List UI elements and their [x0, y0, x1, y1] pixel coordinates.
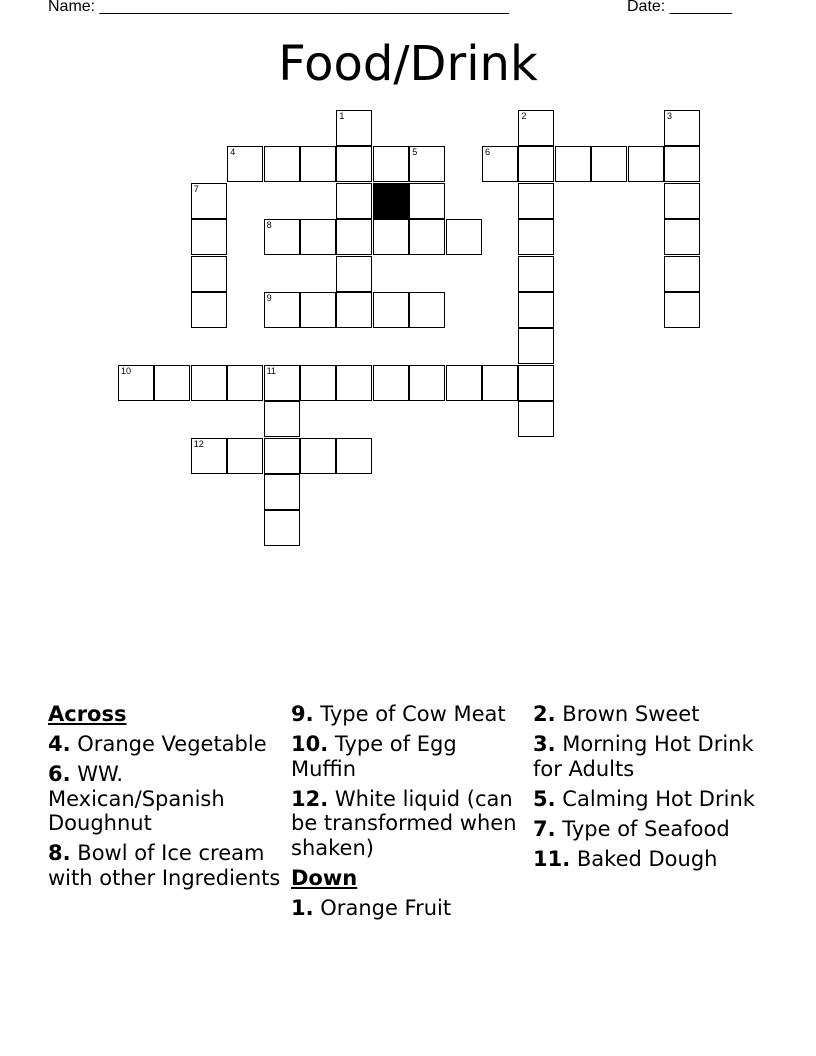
clue-text: Baked Dough — [576, 846, 718, 871]
clue-across-6 — [48, 762, 284, 836]
grid-cell[interactable] — [628, 146, 664, 182]
grid-cell[interactable] — [264, 510, 300, 546]
grid-cell[interactable] — [664, 110, 700, 146]
grid-cell[interactable] — [264, 474, 300, 510]
grid-cell[interactable] — [409, 219, 445, 255]
clue-number: 9. — [291, 702, 314, 726]
clue-text: Morning Hot Drink for Adults — [533, 732, 754, 781]
clue-number: 10. — [291, 732, 329, 756]
grid-cell[interactable] — [664, 219, 700, 255]
grid-cell[interactable] — [227, 438, 263, 474]
clue-number: 11. — [533, 846, 571, 871]
clue-text: Orange Fruit — [320, 895, 452, 920]
clue-number-label: 10 — [121, 365, 132, 376]
grid-cell[interactable] — [300, 365, 336, 401]
grid-cell[interactable] — [555, 146, 591, 182]
grid-cell[interactable] — [264, 438, 300, 474]
grid-cell[interactable] — [518, 401, 554, 437]
grid-cell[interactable] — [446, 219, 482, 255]
grid-cell[interactable] — [191, 183, 227, 219]
puzzle-title: Food/Drink — [278, 36, 538, 92]
grid-cell[interactable] — [336, 365, 372, 401]
grid-cell[interactable] — [336, 219, 372, 255]
clue-down-1 — [291, 896, 527, 921]
grid-cell[interactable] — [373, 365, 409, 401]
clue-across-12 — [291, 787, 527, 861]
clue-down-2 — [533, 702, 769, 727]
clue-text: WW. Mexican/Spanish Doughnut — [48, 762, 225, 835]
grid-cell[interactable] — [591, 146, 627, 182]
grid-cell[interactable] — [264, 146, 300, 182]
clues-column-1 — [48, 702, 284, 896]
grid-cell[interactable] — [336, 438, 372, 474]
grid-cell[interactable] — [300, 146, 336, 182]
clue-number: 7. — [533, 816, 556, 841]
clue-text: Type of Seafood — [562, 816, 730, 841]
grid-cell[interactable] — [336, 110, 372, 146]
grid-cell[interactable] — [191, 365, 227, 401]
grid-cell[interactable] — [373, 219, 409, 255]
clue-number-label: 12 — [193, 438, 204, 449]
clue-number: 1. — [291, 895, 314, 920]
grid-cell[interactable] — [227, 365, 263, 401]
grid-cell[interactable] — [264, 365, 300, 401]
clue-number: 6. — [48, 762, 71, 786]
clue-across-4 — [48, 732, 284, 757]
grid-cell[interactable] — [664, 292, 700, 328]
grid-cell[interactable] — [373, 292, 409, 328]
grid-cell[interactable] — [373, 146, 409, 182]
clue-number-label: 8 — [266, 220, 272, 231]
clue-text: Type of Cow Meat — [320, 702, 506, 726]
clue-down-3 — [533, 732, 769, 781]
grid-cell[interactable] — [664, 256, 700, 292]
clue-number: 2. — [533, 702, 556, 726]
clue-number: 4. — [48, 732, 71, 756]
grid-cell[interactable] — [264, 292, 300, 328]
grid-cell[interactable] — [664, 146, 700, 182]
grid-cell[interactable] — [191, 292, 227, 328]
clue-down-11 — [533, 847, 769, 872]
grid-cell[interactable] — [409, 146, 445, 182]
clue-text: Calming Hot Drink — [562, 786, 755, 811]
clue-text: Bowl of Ice cream with other Ingredients — [48, 841, 281, 890]
grid-cell[interactable] — [118, 365, 154, 401]
clue-number-label: 3 — [667, 111, 673, 121]
grid-cell[interactable] — [191, 219, 227, 255]
grid-cell[interactable] — [518, 110, 554, 146]
grid-cell[interactable] — [518, 256, 554, 292]
clue-across-8 — [48, 841, 284, 890]
grid-cell[interactable] — [482, 365, 518, 401]
clues-column-2 — [291, 702, 527, 926]
clue-number-label: 5 — [412, 147, 418, 158]
grid-cell[interactable] — [300, 219, 336, 255]
grid-cell[interactable] — [518, 365, 554, 401]
grid-cell[interactable] — [518, 292, 554, 328]
grid-cell[interactable] — [191, 256, 227, 292]
grid-cell[interactable] — [409, 292, 445, 328]
grid-cell[interactable] — [300, 438, 336, 474]
clues-column-3 — [533, 702, 769, 877]
grid-cell[interactable] — [264, 219, 300, 255]
clue-number-label: 1 — [339, 111, 345, 121]
grid-cell[interactable] — [664, 183, 700, 219]
grid-cell[interactable] — [518, 219, 554, 255]
grid-cell[interactable] — [264, 401, 300, 437]
clue-number-label: 2 — [521, 111, 527, 121]
grid-cell[interactable] — [300, 292, 336, 328]
clues-section — [48, 702, 778, 1002]
grid-cell[interactable] — [446, 365, 482, 401]
clue-text: Brown Sweet — [562, 702, 700, 726]
clue-number-label: 7 — [193, 183, 199, 194]
grid-cell[interactable] — [518, 146, 554, 182]
clue-number-label: 4 — [230, 147, 236, 158]
grid-cell[interactable] — [482, 146, 518, 182]
clue-down-5 — [533, 787, 769, 812]
grid-cell[interactable] — [227, 146, 263, 182]
clue-number-label: 9 — [266, 293, 272, 303]
clue-number: 5. — [533, 786, 556, 811]
grid-cell[interactable] — [409, 183, 445, 219]
grid-cell[interactable] — [409, 365, 445, 401]
black-square — [373, 183, 409, 219]
clue-text: White liquid (can be transformed when shaken) — [291, 786, 517, 860]
clue-number: 12. — [291, 786, 329, 811]
clue-number-label: 6 — [485, 147, 491, 158]
clue-down-7 — [533, 817, 769, 842]
clue-text: Type of Egg Muffin — [291, 732, 457, 781]
name-field-label: Name: ______________________________________________ — [48, 0, 509, 15]
clue-number-label: 11 — [266, 365, 276, 376]
across-heading: Across — [48, 702, 127, 726]
grid-cell[interactable] — [518, 183, 554, 219]
grid-cell[interactable] — [336, 256, 372, 292]
grid-cell[interactable] — [336, 292, 372, 328]
grid-cell[interactable] — [191, 438, 227, 474]
clue-across-10 — [291, 732, 527, 781]
clue-number: 3. — [533, 732, 556, 756]
grid-cell[interactable] — [518, 328, 554, 364]
grid-cell[interactable] — [336, 146, 372, 182]
grid-cell[interactable] — [336, 183, 372, 219]
grid-cell[interactable] — [154, 365, 190, 401]
clue-text: Orange Vegetable — [77, 732, 267, 756]
date-field-label: Date: _______ — [627, 0, 732, 15]
down-heading: Down — [291, 865, 358, 890]
clue-across-9 — [291, 702, 527, 727]
clue-number: 8. — [48, 841, 71, 865]
